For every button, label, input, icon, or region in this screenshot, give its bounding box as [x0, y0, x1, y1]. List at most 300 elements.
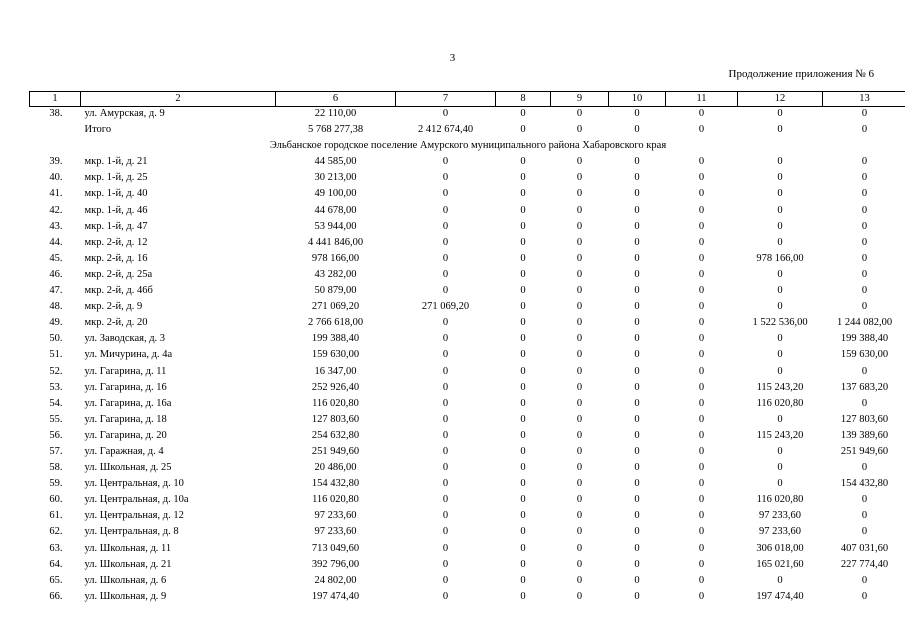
- col-7-cell: 0: [442, 317, 449, 329]
- col-13-cell: 127 803,60: [840, 413, 889, 425]
- table-row: [30, 123, 905, 139]
- table-row: [30, 477, 905, 493]
- col-9-cell: 0: [576, 526, 583, 538]
- row-number: 64.: [49, 558, 63, 570]
- col-9-cell: 0: [576, 301, 583, 313]
- row-number: 42.: [49, 204, 63, 216]
- col-10-cell: 0: [634, 558, 640, 570]
- col-12-cell: 116 020,80: [756, 397, 804, 409]
- col-11-cell: 0: [698, 429, 705, 441]
- col-7-cell: 0: [442, 268, 449, 280]
- table-row: [30, 187, 905, 203]
- header-cell: 7: [396, 92, 496, 107]
- col-11-cell: 0: [698, 542, 705, 554]
- col-7-cell: 0: [442, 429, 449, 441]
- col-13-cell: 0: [861, 268, 868, 280]
- col-11-cell: 0: [698, 268, 705, 280]
- row-number: 47.: [49, 285, 63, 297]
- table-row: [30, 155, 905, 171]
- col-7-cell: 0: [442, 252, 449, 264]
- col-13-cell: 0: [861, 236, 868, 248]
- col-13-cell: 0: [861, 285, 868, 297]
- row-number: 58.: [49, 462, 63, 474]
- table-row: [30, 348, 905, 364]
- section-row: [30, 139, 905, 155]
- address-cell: ул. Мичурина, д. 4а: [84, 349, 173, 361]
- col-9-cell: 0: [576, 542, 583, 554]
- table-row: [30, 590, 905, 606]
- col-12-cell: 1 522 536,00: [752, 317, 808, 329]
- col-7-cell: 0: [442, 478, 449, 490]
- col-12-cell: 97 233,60: [759, 526, 801, 538]
- address-cell: ул. Заводская, д. 3: [84, 333, 166, 345]
- col-10-cell: 0: [634, 413, 640, 425]
- table-row: [30, 461, 905, 477]
- col-7-cell: 0: [442, 236, 449, 248]
- col-10-cell: 0: [634, 301, 640, 313]
- row-number: 41.: [49, 188, 63, 200]
- col-12-cell: 0: [777, 188, 783, 200]
- col-6-cell: 20 486,00: [314, 462, 357, 474]
- row-number: [30, 123, 81, 139]
- col-11-cell: 0: [698, 252, 705, 264]
- col-8-cell: 0: [520, 381, 526, 393]
- col-11-cell: 0: [698, 494, 705, 506]
- col-6-cell: 2 766 618,00: [307, 317, 364, 329]
- col-12-cell: 0: [777, 462, 783, 474]
- address-cell: ул. Гагарина, д. 11: [84, 365, 167, 377]
- col-12-cell: 0: [777, 413, 783, 425]
- col-11-cell: 0: [698, 462, 705, 474]
- col-8-cell: 0: [520, 317, 526, 329]
- col-9-cell: 0: [576, 494, 583, 506]
- table-row: [30, 220, 905, 236]
- address-cell: ул. Школьная, д. 6: [84, 574, 167, 586]
- col-10-cell: 0: [634, 268, 640, 280]
- address-cell: мкр. 2-й, д. 20: [84, 317, 148, 329]
- col-10-cell: 0: [634, 317, 640, 329]
- col-11-cell: 0: [698, 188, 705, 200]
- col-12-cell: 0: [777, 236, 783, 248]
- col-6-cell: 44 585,00: [314, 156, 357, 168]
- col-13-cell: 0: [861, 494, 868, 506]
- header-cell: 2: [81, 92, 276, 107]
- col-12-cell: 0: [777, 268, 783, 280]
- header-cell: 11: [666, 92, 738, 107]
- table-row: [30, 300, 905, 316]
- row-number: 49.: [49, 317, 63, 329]
- col-9-cell: 0: [576, 381, 583, 393]
- row-number: 63.: [49, 542, 63, 554]
- col-13-cell: 227 774,40: [840, 558, 889, 570]
- col-12-cell: 306 018,00: [756, 542, 804, 554]
- col-12-cell: 0: [777, 285, 783, 297]
- table-row: [30, 252, 905, 268]
- col-6-cell: 50 879,00: [314, 285, 357, 297]
- col-7-cell: 0: [442, 494, 449, 506]
- row-number: 50.: [49, 333, 63, 345]
- col-7-cell: 0: [442, 558, 449, 570]
- col-12-cell: 0: [777, 156, 783, 168]
- col-6-cell: 4 441 846,00: [307, 236, 364, 248]
- col-8-cell: 0: [520, 542, 526, 554]
- col-13-cell: 1 244 082,00: [836, 317, 893, 329]
- col-13-cell: 154 432,80: [840, 478, 889, 490]
- col-6-cell: 127 803,60: [311, 413, 360, 425]
- col-6-cell: 22 110,00: [314, 108, 357, 119]
- col-6-cell: 5 768 277,38: [307, 124, 364, 136]
- col-13-cell: 0: [861, 108, 868, 119]
- col-10-cell: 0: [634, 349, 640, 361]
- table-row: [30, 332, 905, 348]
- address-cell: мкр. 2-й, д. 12: [84, 236, 148, 248]
- col-12-cell: 115 243,20: [756, 429, 804, 441]
- table-row: [30, 509, 905, 525]
- col-11-cell: 0: [698, 301, 705, 313]
- col-10-cell: 0: [634, 526, 640, 538]
- col-10-cell: 0: [634, 397, 640, 409]
- col-12-cell: 115 243,20: [756, 381, 804, 393]
- address-cell: ул. Центральная, д. 12: [84, 510, 184, 522]
- col-6-cell: 97 233,60: [314, 510, 357, 522]
- table-row: [30, 316, 905, 332]
- col-8-cell: 0: [520, 365, 526, 377]
- col-10-cell: 0: [634, 381, 640, 393]
- row-number: 40.: [49, 172, 63, 184]
- row-number: 45.: [49, 252, 63, 264]
- address-cell: ул. Гагарина, д. 18: [84, 413, 167, 425]
- section-title: Эльбанское городское поселение Амурского муниципального района Хабаровского края: [269, 140, 667, 152]
- col-8-cell: 0: [520, 268, 526, 280]
- col-9-cell: 0: [576, 252, 583, 264]
- col-13-cell: 159 630,00: [840, 349, 889, 361]
- col-12-cell: 0: [777, 301, 783, 313]
- col-6-cell: 251 949,60: [311, 445, 360, 457]
- col-7-cell: 0: [442, 413, 449, 425]
- col-6-cell: 252 926,40: [311, 381, 360, 393]
- col-8-cell: 0: [520, 204, 526, 216]
- address-cell: мкр. 1-й, д. 21: [84, 156, 148, 168]
- header-row: [30, 92, 905, 107]
- col-11-cell: 0: [698, 333, 705, 345]
- address-cell: мкр. 1-й, д. 25: [84, 172, 148, 184]
- col-7-cell: 0: [442, 542, 449, 554]
- col-10-cell: 0: [634, 188, 640, 200]
- col-8-cell: 0: [520, 108, 526, 119]
- col-8-cell: 0: [520, 397, 526, 409]
- row-number: 60.: [49, 494, 63, 506]
- col-12-cell: 0: [777, 204, 783, 216]
- address-cell: мкр. 2-й, д. 25а: [84, 268, 153, 280]
- row-number: 43.: [49, 220, 63, 232]
- col-9-cell: 0: [576, 365, 583, 377]
- col-12-cell: 978 166,00: [756, 252, 804, 264]
- col-7-cell: 2 412 674,40: [417, 124, 474, 136]
- col-12-cell: 197 474,40: [756, 590, 804, 602]
- col-6-cell: 53 944,00: [314, 220, 357, 232]
- col-11-cell: 0: [698, 156, 705, 168]
- col-8-cell: 0: [520, 172, 526, 184]
- col-7-cell: 0: [442, 590, 449, 602]
- col-10-cell: 0: [634, 494, 640, 506]
- col-11-cell: 0: [698, 381, 705, 393]
- col-13-cell: 0: [861, 462, 868, 474]
- col-9-cell: 0: [576, 478, 583, 490]
- col-11-cell: 0: [698, 317, 705, 329]
- col-9-cell: 0: [576, 317, 583, 329]
- col-13-cell: 251 949,60: [840, 445, 889, 457]
- col-13-cell: 0: [861, 220, 868, 232]
- col-11-cell: 0: [698, 124, 705, 136]
- col-12-cell: 0: [777, 220, 783, 232]
- col-10-cell: 0: [634, 574, 640, 586]
- col-10-cell: 0: [634, 462, 640, 474]
- header-cell: 8: [496, 92, 551, 107]
- col-10-cell: 0: [634, 365, 640, 377]
- header-cell: 10: [609, 92, 666, 107]
- col-13-cell: 0: [861, 188, 868, 200]
- col-8-cell: 0: [520, 558, 526, 570]
- col-10-cell: 0: [634, 429, 640, 441]
- col-8-cell: 0: [520, 510, 526, 522]
- row-number: 53.: [49, 381, 63, 393]
- address-cell: ул. Центральная, д. 10а: [84, 494, 189, 506]
- col-8-cell: 0: [520, 236, 526, 248]
- col-6-cell: 24 802,00: [314, 574, 357, 586]
- col-13-cell: 0: [861, 301, 868, 313]
- col-10-cell: 0: [634, 236, 640, 248]
- table-row: [30, 445, 905, 461]
- row-number: 48.: [49, 301, 63, 313]
- col-13-cell: 139 389,60: [840, 429, 889, 441]
- col-8-cell: 0: [520, 462, 526, 474]
- col-11-cell: 0: [698, 558, 705, 570]
- col-10-cell: 0: [634, 285, 640, 297]
- col-13-cell: 0: [861, 204, 868, 216]
- col-12-cell: 116 020,80: [756, 494, 804, 506]
- col-9-cell: 0: [576, 574, 583, 586]
- col-9-cell: 0: [576, 156, 583, 168]
- col-9-cell: 0: [576, 445, 583, 457]
- col-12-cell: 0: [777, 365, 783, 377]
- col-7-cell: 0: [442, 220, 449, 232]
- col-6-cell: 116 020,80: [312, 397, 359, 409]
- col-12-cell: 0: [777, 445, 783, 457]
- row-number: 57.: [49, 445, 63, 457]
- col-7-cell: 0: [442, 462, 449, 474]
- address-cell: ул. Гагарина, д. 16: [84, 381, 167, 393]
- row-number: 46.: [49, 268, 63, 280]
- col-9-cell: 0: [576, 462, 583, 474]
- table-row: [30, 413, 905, 429]
- col-12-cell: 0: [777, 124, 783, 136]
- col-13-cell: 0: [861, 252, 868, 264]
- col-8-cell: 0: [520, 220, 526, 232]
- col-7-cell: 0: [442, 285, 449, 297]
- header-cell: 12: [738, 92, 823, 107]
- col-9-cell: 0: [576, 268, 583, 280]
- address-cell: мкр. 1-й, д. 46: [84, 204, 148, 216]
- col-9-cell: 0: [576, 590, 583, 602]
- col-13-cell: 0: [861, 510, 868, 522]
- col-9-cell: 0: [576, 172, 583, 184]
- col-7-cell: 0: [442, 397, 449, 409]
- col-13-cell: 0: [861, 124, 868, 136]
- col-12-cell: 0: [777, 108, 783, 119]
- row-number: 65.: [49, 574, 63, 586]
- address-cell: мкр. 1-й, д. 47: [84, 220, 148, 232]
- col-9-cell: 0: [576, 397, 583, 409]
- col-11-cell: 0: [698, 220, 705, 232]
- col-8-cell: 0: [520, 429, 526, 441]
- col-8-cell: 0: [520, 526, 526, 538]
- col-12-cell: 0: [777, 574, 783, 586]
- header-cell: 6: [276, 92, 396, 107]
- col-7-cell: 0: [442, 510, 449, 522]
- col-13-cell: 199 388,40: [840, 333, 889, 345]
- col-13-cell: 407 031,60: [840, 542, 889, 554]
- col-7-cell: 0: [442, 188, 449, 200]
- address-cell: мкр. 2-й, д. 16: [84, 252, 148, 264]
- col-12-cell: 0: [777, 172, 783, 184]
- header-cell: 13: [823, 92, 905, 107]
- col-8-cell: 0: [520, 478, 526, 490]
- row-number: 66.: [49, 590, 63, 602]
- col-9-cell: 0: [576, 333, 583, 345]
- col-9-cell: 0: [576, 236, 583, 248]
- header-cell: 9: [551, 92, 609, 107]
- row-number: 56.: [49, 429, 63, 441]
- col-8-cell: 0: [520, 494, 526, 506]
- col-9-cell: 0: [576, 349, 583, 361]
- col-11-cell: 0: [698, 285, 705, 297]
- col-9-cell: 0: [576, 188, 583, 200]
- col-11-cell: 0: [698, 236, 705, 248]
- col-10-cell: 0: [634, 156, 640, 168]
- table-row: [30, 171, 905, 187]
- col-7-cell: 0: [442, 381, 449, 393]
- row-number: 54.: [49, 397, 63, 409]
- col-8-cell: 0: [520, 252, 526, 264]
- address-cell: Итого: [84, 124, 112, 136]
- address-cell: ул. Школьная, д. 25: [84, 462, 172, 474]
- col-10-cell: 0: [634, 590, 640, 602]
- col-8-cell: 0: [520, 285, 526, 297]
- row-number: 61.: [49, 510, 63, 522]
- address-cell: ул. Гаражная, д. 4: [84, 445, 164, 457]
- col-11-cell: 0: [698, 172, 705, 184]
- col-7-cell: 0: [442, 365, 449, 377]
- col-10-cell: 0: [634, 172, 640, 184]
- col-11-cell: 0: [698, 510, 705, 522]
- col-12-cell: 165 021,60: [756, 558, 804, 570]
- col-9-cell: 0: [576, 558, 583, 570]
- row-number: 44.: [49, 236, 63, 248]
- col-8-cell: 0: [520, 188, 526, 200]
- col-8-cell: 0: [520, 301, 526, 313]
- col-10-cell: 0: [634, 445, 640, 457]
- col-8-cell: 0: [520, 333, 526, 345]
- address-cell: мкр. 2-й, д. 9: [84, 301, 143, 313]
- col-6-cell: 713 049,60: [311, 542, 360, 554]
- col-6-cell: 16 347,00: [314, 365, 357, 377]
- col-7-cell: 0: [442, 445, 449, 457]
- table-row: [30, 204, 905, 220]
- col-6-cell: 43 282,00: [314, 268, 357, 280]
- col-9-cell: 0: [576, 204, 583, 216]
- col-11-cell: 0: [698, 204, 705, 216]
- address-cell: ул. Школьная, д. 9: [84, 590, 167, 602]
- col-13-cell: 0: [861, 526, 868, 538]
- col-8-cell: 0: [520, 574, 526, 586]
- col-9-cell: 0: [576, 285, 583, 297]
- row-number: 39.: [49, 156, 63, 168]
- col-13-cell: 0: [861, 574, 868, 586]
- col-13-cell: 0: [861, 590, 868, 602]
- col-11-cell: 0: [698, 349, 705, 361]
- address-cell: ул. Школьная, д. 11: [84, 542, 172, 554]
- col-10-cell: 0: [634, 108, 640, 119]
- col-13-cell: 0: [861, 172, 868, 184]
- col-12-cell: 97 233,60: [759, 510, 801, 522]
- col-10-cell: 0: [634, 204, 640, 216]
- col-7-cell: 0: [442, 156, 449, 168]
- col-9-cell: 0: [576, 429, 583, 441]
- row-number: 38.: [49, 108, 63, 119]
- table-row: [30, 365, 905, 381]
- header-cell: 1: [30, 92, 81, 107]
- col-6-cell: 44 678,00: [314, 204, 357, 216]
- continuation-title: Продолжение приложения № 6: [728, 68, 874, 80]
- row-number: 59.: [49, 478, 63, 490]
- table-body: [30, 107, 905, 606]
- col-10-cell: 0: [634, 333, 640, 345]
- address-cell: ул. Гагарина, д. 20: [84, 429, 167, 441]
- col-8-cell: 0: [520, 413, 526, 425]
- col-7-cell: 0: [442, 526, 449, 538]
- col-8-cell: 0: [520, 349, 526, 361]
- table-row: [30, 542, 905, 558]
- address-cell: ул. Школьная, д. 21: [84, 558, 172, 570]
- col-6-cell: 154 432,80: [311, 478, 360, 490]
- col-10-cell: 0: [634, 478, 640, 490]
- col-9-cell: 0: [576, 220, 583, 232]
- col-8-cell: 0: [520, 124, 526, 136]
- row-number: 55.: [49, 413, 63, 425]
- table-row: [30, 284, 905, 300]
- col-6-cell: 49 100,00: [314, 188, 357, 200]
- col-9-cell: 0: [576, 124, 583, 136]
- address-cell: ул. Гагарина, д. 16а: [84, 397, 172, 409]
- address-cell: ул. Амурская, д. 9: [84, 108, 165, 119]
- col-12-cell: 0: [777, 478, 783, 490]
- col-11-cell: 0: [698, 590, 705, 602]
- col-10-cell: 0: [634, 510, 640, 522]
- col-6-cell: 978 166,00: [311, 252, 360, 264]
- col-13-cell: 0: [861, 365, 868, 377]
- col-11-cell: 0: [698, 365, 705, 377]
- col-11-cell: 0: [698, 108, 705, 119]
- col-11-cell: 0: [698, 574, 705, 586]
- table-row: [30, 558, 905, 574]
- col-6-cell: 271 069,20: [311, 301, 360, 313]
- col-7-cell: 0: [442, 204, 449, 216]
- col-11-cell: 0: [698, 413, 705, 425]
- col-6-cell: 392 796,00: [311, 558, 360, 570]
- table-row: [30, 429, 905, 445]
- table-row: [30, 574, 905, 590]
- col-10-cell: 0: [634, 252, 640, 264]
